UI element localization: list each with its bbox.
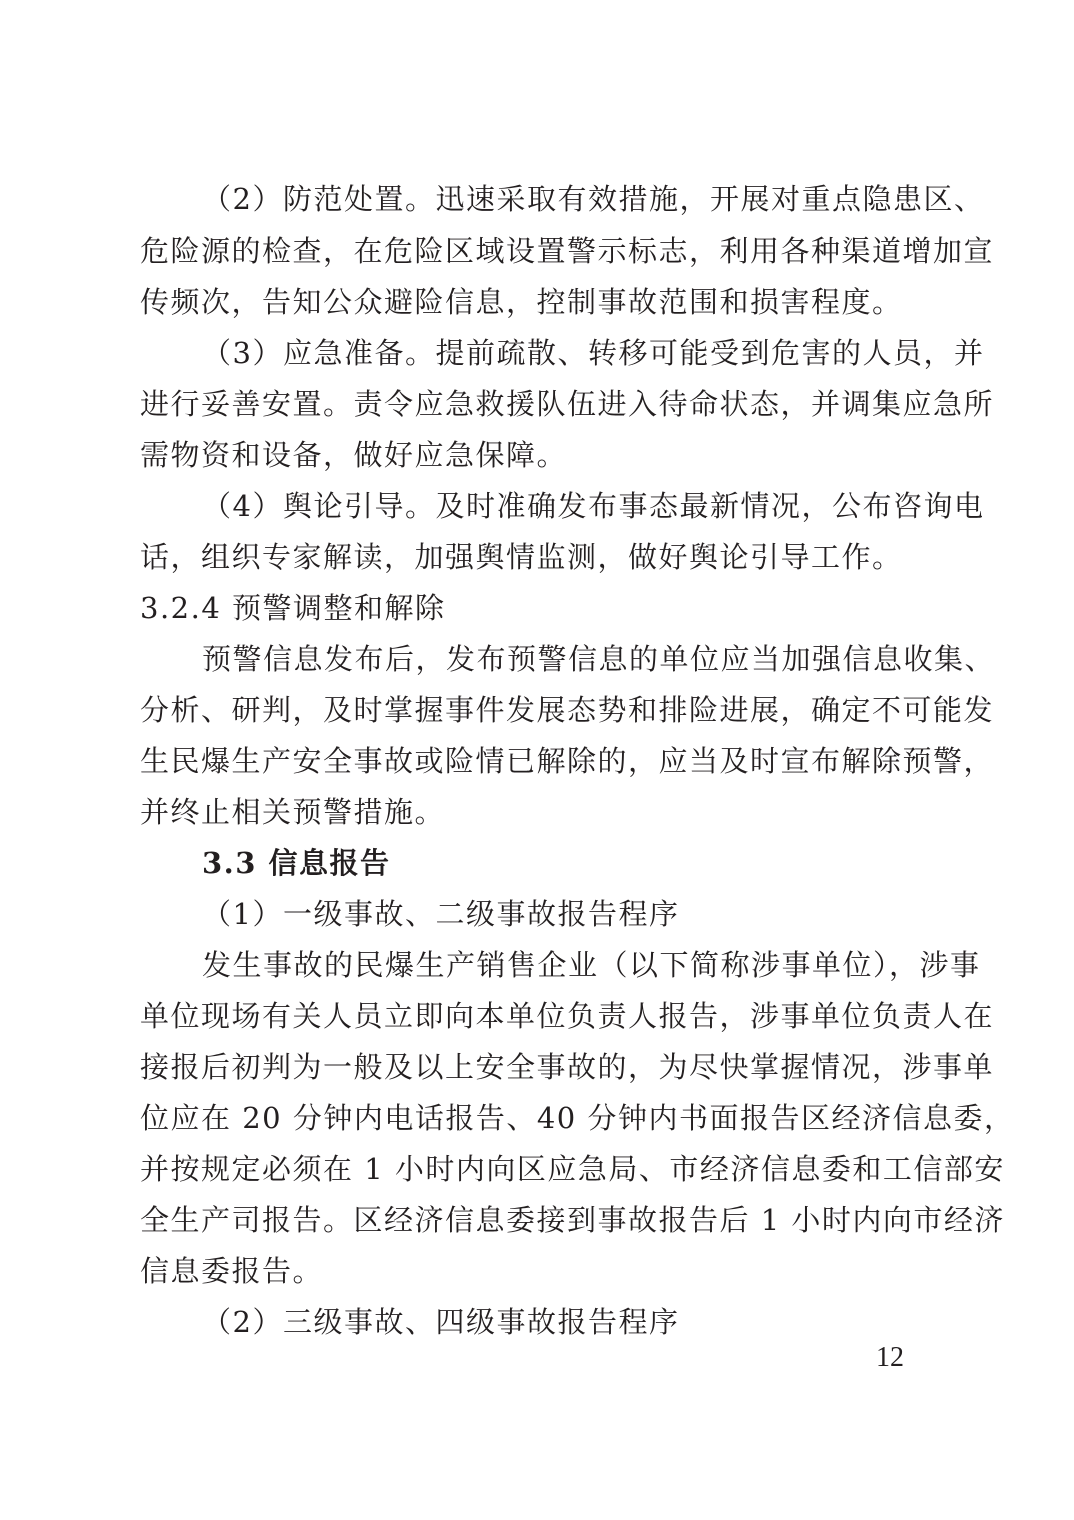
paragraph-line: （3）应急准备。提前疏散、转移可能受到危害的人员，并 [202, 336, 985, 370]
paragraph-line: （2）防范处置。迅速采取有效措施，开展对重点隐患区、 [202, 182, 985, 216]
paragraph-line: 需物资和设备，做好应急保障。 [140, 438, 568, 472]
paragraph-line: 单位现场有关人员立即向本单位负责人报告，涉事单位负责人在 [140, 999, 995, 1033]
section-heading: 3.2.4 预警调整和解除 [140, 591, 446, 625]
paragraph-line: 分析、研判，及时掌握事件发展态势和排险进展，确定不可能发 [140, 693, 995, 727]
paragraph-line: 位应在 20 分钟内电话报告、40 分钟内书面报告区经济信息委， [140, 1101, 1015, 1135]
subsection-heading: （1）一级事故、二级事故报告程序 [202, 897, 680, 931]
paragraph-line: 预警信息发布后，发布预警信息的单位应当加强信息收集、 [202, 642, 996, 676]
paragraph-line: 接报后初判为一般及以上安全事故的，为尽快掌握情况，涉事单 [140, 1050, 995, 1084]
subsection-heading: （2）三级事故、四级事故报告程序 [202, 1305, 680, 1339]
paragraph-line: 话，组织专家解读，加强舆情监测，做好舆论引导工作。 [140, 540, 903, 574]
paragraph-line: 进行妥善安置。责令应急救援队伍进入待命状态，并调集应急所 [140, 387, 995, 421]
page-number: 12 [876, 1342, 904, 1373]
section-heading-bold: 3.3 信息报告 [202, 846, 391, 880]
paragraph-line: 生民爆生产安全事故或险情已解除的，应当及时宣布解除预警， [140, 744, 995, 778]
paragraph-line: 发生事故的民爆生产销售企业（以下简称涉事单位），涉事 [202, 948, 981, 982]
paragraph-line: 传频次，告知公众避险信息，控制事故范围和损害程度。 [140, 285, 903, 319]
paragraph-line: （4）舆论引导。及时准确发布事态最新情况，公布咨询电 [202, 489, 985, 523]
paragraph-line: 危险源的检查，在危险区域设置警示标志，利用各种渠道增加宣 [140, 234, 995, 268]
paragraph-line: 并终止相关预警措施。 [140, 795, 446, 829]
paragraph-line: 并按规定必须在 1 小时内向区应急局、市经济信息委和工信部安 [140, 1152, 1005, 1186]
paragraph-line: 全生产司报告。区经济信息委接到事故报告后 1 小时内向市经济 [140, 1203, 1005, 1237]
paragraph-line: 信息委报告。 [140, 1254, 324, 1288]
